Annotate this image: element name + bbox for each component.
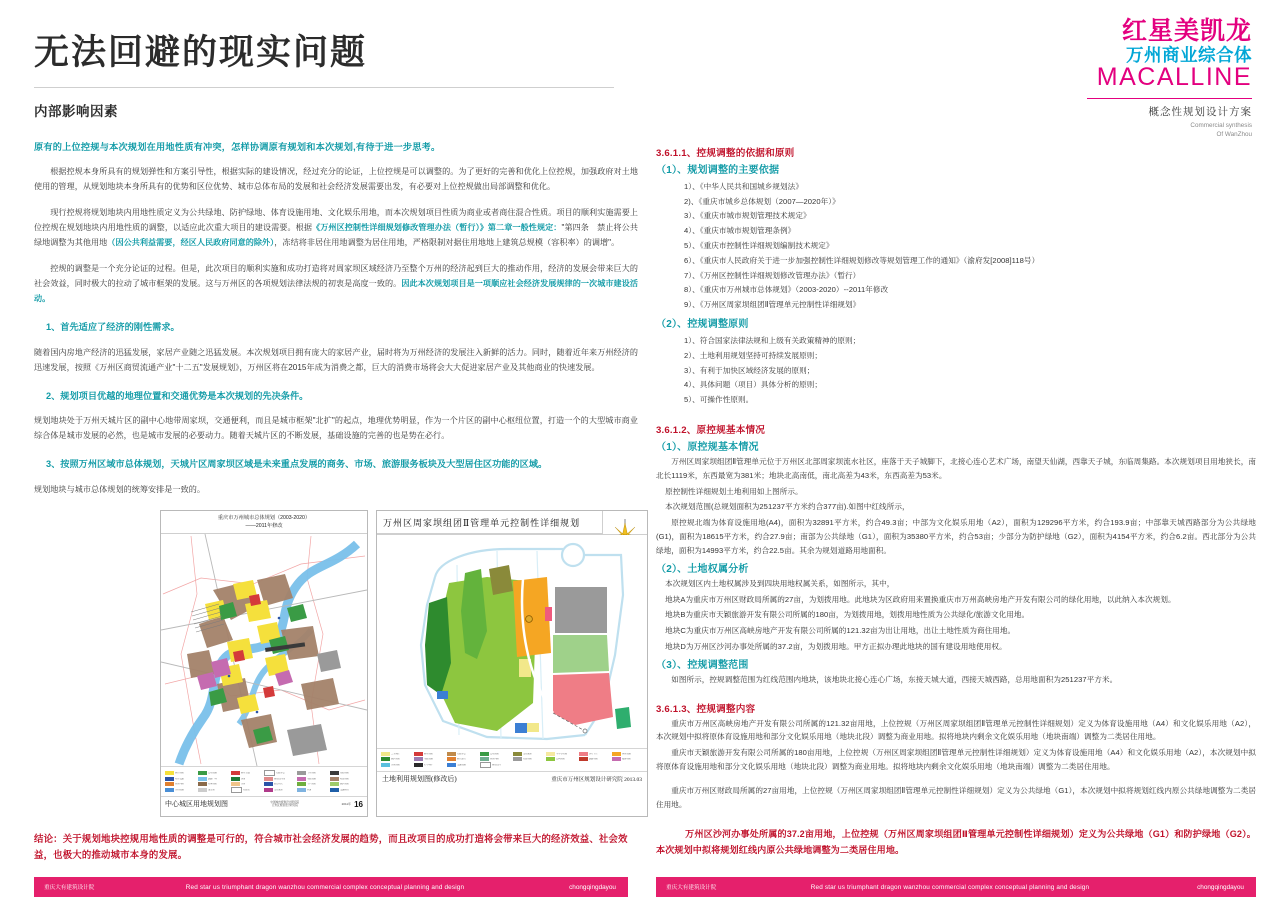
- map-b-caption: 土地利用规划图(修改后): [382, 774, 457, 783]
- footer-left-center-text: Red star us triumphant dragon wanzhou commercial complex conceptual planning and design: [185, 883, 465, 891]
- legend-item: 仓储用地: [330, 770, 360, 776]
- legend-item: 文化娱乐: [264, 787, 294, 793]
- legend-item: 中小学用地: [546, 752, 576, 756]
- p2-seg-b: "第四条 禁止将公共绿地调整为其他用地: [34, 223, 639, 248]
- paragraph-3: [34, 262, 638, 307]
- legend-item: 道路广场: [198, 777, 228, 781]
- title-divider: [34, 87, 614, 88]
- maps-row: [34, 510, 642, 817]
- brand-logo: [656, 18, 1256, 139]
- legend-item: 河流: [297, 787, 327, 793]
- legend-item: 行政办公: [264, 770, 294, 776]
- section-3-6-1-2-title: 3.6.1.2、原控规基本情况: [656, 425, 766, 437]
- map-a-page-number: 16: [354, 799, 363, 809]
- s2-paragraph-4: 原控规北端为体育设施用地(A4)，面积为32891平方米，约合49.3亩；中部为文化娱乐用地（A2），面积为129296平方米，约合193.9亩；中部靠天城西路部分为公共绿地(G1)，面积为18615平方米，约合27.9亩；南部为公共绿地（G1），面积为35380平方米，约合53亩；少部分为防护绿地（G2），面积为4154平方米，约合6.2亩。西北部分为公共绿地，面积为14993平方米，约合22.5亩。其余为规划道路用地面积。: [656, 518, 1256, 555]
- legend-item: 特殊用地: [198, 782, 228, 786]
- map-b-artwork: [377, 535, 647, 748]
- p2-seg-c: ，冻结将非居住用地调整为居住用地，严格限制对据住用地地上建筑总规模（容积率）的调增"。: [274, 238, 620, 248]
- brand-divider: [1087, 98, 1252, 99]
- footer-left-company: 重庆大有建筑设计院: [44, 885, 95, 891]
- map-a-org-line2: 万州区规划设计研究院: [271, 804, 298, 808]
- legend-item: 旅游用地: [612, 757, 642, 761]
- brand-project-cn: 万州商业综合体: [1126, 45, 1252, 66]
- section-3-6-1-2-sub-3: （3）、控规调整范围: [656, 659, 749, 671]
- map-b-header: [377, 511, 647, 535]
- legend-item: 居住用地: [165, 770, 195, 776]
- map-a-org-line1: 中国城市规划设计研究院: [270, 800, 300, 804]
- map-a-legend: [161, 766, 367, 796]
- map-b-title: 万州区周家坝组团Ⅱ管理单元控制性详细规划: [377, 511, 602, 534]
- paragraph-2: [34, 206, 638, 251]
- map-a-title-line1: 重庆市万州城市总体规划（2003-2020）: [217, 514, 311, 521]
- legend-item: 绿地: [231, 777, 261, 781]
- legend-item: 商业用地: [414, 752, 444, 756]
- list-item: 5）、可操作性原则。: [684, 395, 754, 405]
- brand-subtitle-en-line2: Of WanZhou: [1216, 130, 1252, 138]
- list-item: 1）、符合国家法律法规和上级有关政策精神的原则；: [684, 336, 861, 346]
- legend-item: 停车场库: [414, 762, 444, 768]
- brand-subtitle-en: [656, 121, 1252, 139]
- section-subtitle: 内部影响因素: [34, 103, 118, 119]
- principles-list: [656, 334, 1256, 408]
- lead-statement: 原有的上位控规与本次规划在用地性质有冲突，怎样协调原有规划和本次规划,有待于进一步思考。: [34, 141, 441, 152]
- map-a-org: [271, 801, 300, 808]
- legend-item: 行政办公: [447, 752, 477, 756]
- footer-right-center-text: Red star us triumphant dragon wanzhou commercial complex conceptual planning and design: [810, 883, 1090, 891]
- map-b-footer: [377, 771, 647, 786]
- legend-item: 教育科研: [480, 757, 510, 761]
- legend-item: 防护绿地: [381, 757, 411, 761]
- legend-item: 道路用地: [579, 757, 609, 761]
- list-item: 8）、《重庆市万州城市总体规划》（2003-2020）--2011年修改: [684, 285, 889, 295]
- legend-item: 公共设施: [198, 770, 228, 776]
- legend-item: 工业用地: [297, 770, 327, 776]
- section-3-6-1-1-sub-1: （1）、规划调整的主要依据: [656, 164, 780, 176]
- p2-seg-a: 现行控规将规划地块内用地性质定义为公共绿地、防护绿地、体育设施用地、文化娱乐用地，而本次规划项目性质为商业或者商住混合性质。项目的顺利实施需要上位控规在规划地块内用地性质的调整，以适应此次重大项目的建设需要。根据: [34, 208, 638, 233]
- list-item: 1）、《中华人民共和国城乡规划法》: [684, 181, 803, 191]
- s2-paragraph-5: 本次规划区内土地权属涉及到四块用地权属关系，如图所示，其中，: [665, 578, 895, 588]
- list-item: 4）、具体问题（项目）具体分析的原则；: [684, 380, 823, 390]
- section-3-6-1-2-sub-1: （1）、原控规基本情况: [656, 442, 759, 454]
- left-heading-1: 1、首先适应了经济的刚性需求。: [46, 321, 180, 332]
- legend-item: 规划范围: [480, 762, 510, 768]
- legend-item: 港口码头: [264, 782, 294, 786]
- legend-item: 公共绿地: [480, 752, 510, 756]
- legend-item: 交通设施: [447, 762, 477, 768]
- section-3-6-1-2-sub-2: （2）、土地权属分析: [656, 563, 749, 575]
- s3-paragraph-2: 重庆市天颖旅游开发有限公司所属的180亩用地，上位控规（万州区周家坝组团Ⅱ管理单元控制性详细规划）定义为体育设施用地（A4）和文化娱乐用地（A2），本次规划中拟将原体育设施用地和部分文化娱乐用地（地块北段）调整为商业用地。拟将地块内剩余文化娱乐用地（地块南端）调整为二类居住用地。: [656, 748, 1256, 772]
- map-b-svg: [377, 535, 647, 748]
- s2-paragraph-6: 地块A为重庆市万州区财政局所属的27亩，为划拨用地。此地块为区政府用来置换重庆市万州高峡房地产开发有限公司的绿化用地，以此纳入本次规划。: [665, 594, 1176, 604]
- legend-item: 市政设施: [414, 757, 444, 761]
- s2-paragraph-8: 地块C为重庆市万州区高峡房地产开发有限公司所属的121.32亩为出让用地，出让土地性质为商住用地。: [665, 626, 1016, 636]
- p3-bold: 因此本次规划项目是一项顺应社会经济发展规律的一次城市建设活动。: [34, 279, 638, 303]
- map-b-legend: [377, 748, 647, 771]
- map-regulatory-plan[interactable]: [376, 510, 648, 817]
- brand-name-cn: 红星美凯龙: [1121, 17, 1252, 45]
- footer-right: [656, 877, 1256, 897]
- p3-seg-a: 控规的调整是一个充分论证的过程。但是，此次项目的顺利实施和成功打造将对周家坝区域经济乃至整个万州的经济起到巨大的推动作用，经济的发展会带来巨大的社会效益，同时极大的拉动了城市框架的发展。这与万州区的各项规划法律法规的初衷是高度一致的。: [34, 264, 638, 289]
- legend-item: 教育科研: [165, 782, 195, 786]
- s3-paragraph-1: 重庆市万州区高峡房地产开发有限公司所属的121.32亩用地，上位控规（万州区周家坝组团Ⅱ管理单元控制性详细规划）定义为体育设施用地（A4）和文化娱乐用地（A2），本次规划中拟将原体育设施用地和部分文化娱乐用地（地块北段）调整为商业用地。拟将地块内剩余文化娱乐用地（地块南端）调整为二类居住用地。: [656, 718, 1256, 742]
- brand-subtitle-en-line1: Commercial synthesis: [1190, 121, 1252, 129]
- legend-item: 待建设: [231, 787, 261, 793]
- map-a-year: 2011年: [341, 802, 352, 807]
- paragraph-5: 规划地块处于万州天城片区的副中心地带周家坝，交通便利，而且是城市框架"北扩"的起点，地理优势明显，作为一个片区的副中心枢纽位置，打造一个的大型城市商业综合体是城市发展的必然，也是城市发展的必要动力。随着天城片区的不断发展，基础设施的完善的也是势在必行。: [34, 416, 638, 441]
- left-heading-3: 3、按照万州区域市总体规划，天城片区周家坝区域是未来重点发展的商务、市场、旅游服务板块及大型居住区功能的区域。: [46, 459, 548, 470]
- map-city-master-plan[interactable]: [160, 510, 368, 817]
- legend-item: 水域用地: [381, 762, 411, 768]
- map-b-org: 重庆市万州区规划设计研究院 2013.03: [551, 776, 642, 783]
- map-a-footer-title: 中心城区用地规划图: [165, 800, 228, 809]
- list-item: 2)、《重庆市城乡总体规划（2007—2020年）》: [684, 196, 840, 206]
- s3-paragraph-3: 重庆市万州区财政局所属的27亩用地，上位控规（万州区周家坝组团Ⅱ管理单元控制性详细规划）定义为公共绿地（G1），本次规划中拟将规划红线内原公共绿地调整为二类居住用地。: [656, 785, 1256, 809]
- paragraph-1: 根据控规本身所具有的规划弹性和方案引导性，根据实际的建设情况，经过充分的论证，上位控规是可以调整的。为了更好的完善和优化上位控规，加强政府对土地使用的管理，从规划地块本身所具有的优势和区位优势、城市总体布局的发展和社会经济发展需要出发，有必要对上位控规做出局部调整和优化。: [34, 167, 638, 192]
- map-a-svg: [161, 534, 367, 766]
- list-item: 9）、《万州区周家坝组团Ⅱ管理单元控制性详细规划》: [684, 300, 861, 310]
- list-item: 4）、《重庆市城市规划管理条例》: [684, 226, 796, 236]
- list-item: 6）、《重庆市人民政府关于进一步加强控制性详细规划修改等规划管理工作的通知》（渝府发[2008]118号）: [684, 255, 1040, 265]
- footer-left-brand: chongqingdayou: [569, 883, 616, 891]
- map-a-artwork: [161, 534, 367, 766]
- compass-icon: [602, 511, 647, 534]
- legend-item: 对外交通: [165, 777, 195, 781]
- s2-paragraph-10: 如图所示，控规调整范围为红线范围内地块，该地块北接心连心广场，东接天城大道，西接天城西路，总用地面积为251237平方米。: [671, 674, 1118, 684]
- page-title: 无法回避的现实问题: [34, 33, 368, 72]
- right-panel: [656, 0, 1280, 905]
- brand-name-en: MACALLINE: [1096, 63, 1252, 92]
- legend-item: 待建用地: [513, 757, 543, 761]
- legend-item: 市政设施: [297, 777, 327, 781]
- legend-item: 商业金融: [231, 770, 261, 776]
- list-item: 3）、《重庆市城市规划管理技术规定》: [684, 211, 811, 221]
- legend-item: 体育设施: [612, 752, 642, 756]
- paragraph-4: 随着国内房地产经济的迅猛发展，家居产业随之迅猛发展。本次规划项目拥有庞大的家居产业，届时将为万州经济的发展注入新鲜的活力。同时，随着近年来万州经济的迅速发展，按照《万州区商贸流通产业"十二五"发展规划》，万州区将在2015年成为消费之都，巨大的消费市场将会大大促进家居产业及其他商业的快速发展。: [34, 347, 638, 372]
- p2-bold-1: 《万州区控制性详细规划修改管理办法（暂行）》第二章一般性规定：: [312, 223, 562, 233]
- list-item: 7）、《万州区控制性详细规划修改管理办法》（暂行）: [684, 270, 861, 280]
- footer-left: [34, 877, 628, 897]
- paragraph-6: 规划地块与城市总体规划的统筹安排是一致的。: [34, 485, 206, 494]
- map-a-footer: [161, 796, 367, 811]
- section-3-6-1-3-title: 3.6.1.3、控规调整内容: [656, 703, 756, 715]
- footer-right-company: 重庆大有建筑设计院: [666, 885, 717, 891]
- legend-item: 公园绿地: [546, 757, 576, 761]
- list-item: 5）、《重庆市控制性详细规划编制技术规定》: [684, 241, 834, 251]
- legend-item: 医疗卫生: [579, 752, 609, 756]
- brand-subtitle-cn: 概念性规划设计方案: [1148, 105, 1252, 118]
- legend-item: 防护绿地: [330, 782, 360, 786]
- legend-item: 二类居住: [381, 752, 411, 756]
- footer-right-brand: chongqingdayou: [1197, 883, 1244, 891]
- legend-item: 水域: [231, 782, 261, 786]
- s2-paragraph-7: 地块B为重庆市天颖旅游开发有限公司所属的180亩，为划拨用地，划拨用地性质为公共绿化/旅游文化用地。: [665, 610, 1030, 620]
- s2-paragraph-2: 原控制性详细规划土地利用如上图所示。: [665, 486, 803, 496]
- p2-bold-2: （因公共利益需要，经区人民政府同意的除外）: [107, 238, 275, 248]
- map-a-caption: [161, 511, 367, 534]
- left-heading-2: 2、规划项目优越的地理位置和交通优势是本次规划的先决条件。: [46, 390, 309, 401]
- legend-item: 交通枢纽: [330, 787, 360, 793]
- map-a-title-line2: ——2011年修改: [245, 522, 283, 529]
- legend-item: 村镇用地: [330, 777, 360, 781]
- basis-list: [656, 180, 1256, 313]
- legend-item: 商住混合: [447, 757, 477, 761]
- s2-paragraph-3: 本次规划范围(总规划面积为251237平方米约合377亩).如图中红线所示，: [665, 502, 910, 512]
- s2-paragraph-1: 万州区周家坝组团Ⅱ管理单元位于万州区北部周家坝流水社区，座落于天子城脚下，北接心连心艺术广场，南望天仙湖，西靠天子城，东临周集路。本次规划项目用地狭长，南北长1119米，东西最宽为381米；地块北高南低，南北高差为43米，东西高差为53米。: [656, 457, 1256, 480]
- legend-item: 预留地: [198, 787, 228, 793]
- conclusion-text: 结论：关于规划地块控规用地性质的调整是可行的，符合城市社会经济发展的趋势，而且改项目的成功打造将会带来巨大的经济效益、社会效益，也极大的推动城市本身的发展。: [34, 832, 628, 861]
- legend-item: 水利设施: [165, 787, 195, 793]
- list-item: 2）、土地利用规划坚持可持续发展原则；: [684, 350, 823, 360]
- section-3-6-1-1-sub-2: （2）、控规调整原则: [656, 319, 749, 331]
- legend-item: 生产绿地: [297, 782, 327, 786]
- s2-paragraph-9: 地块D为万州区沙河办事处所属的37.2亩，为划拨用地。甲方正拟办理此地块的国有建设用地使用权。: [665, 641, 1007, 651]
- legend-item: 规划范围线: [264, 777, 294, 781]
- section-3-6-1-1-title: 3.6.1.1、控规调整的依据和原则: [656, 147, 795, 159]
- legend-item: 文化娱乐: [513, 752, 543, 756]
- s3-highlighted-paragraph: 万州区沙河办事处所属的37.2亩用地，上位控规（万州区周家坝组团Ⅱ管理单元控制性详细规划）定义为公共绿地（G1）和防护绿地（G2）。本次规划中拟将规划红线内原公共绿地调整为二类居住用地。: [656, 829, 1256, 856]
- list-item: 3）、有利于加快区域经济发展的原则；: [684, 365, 815, 375]
